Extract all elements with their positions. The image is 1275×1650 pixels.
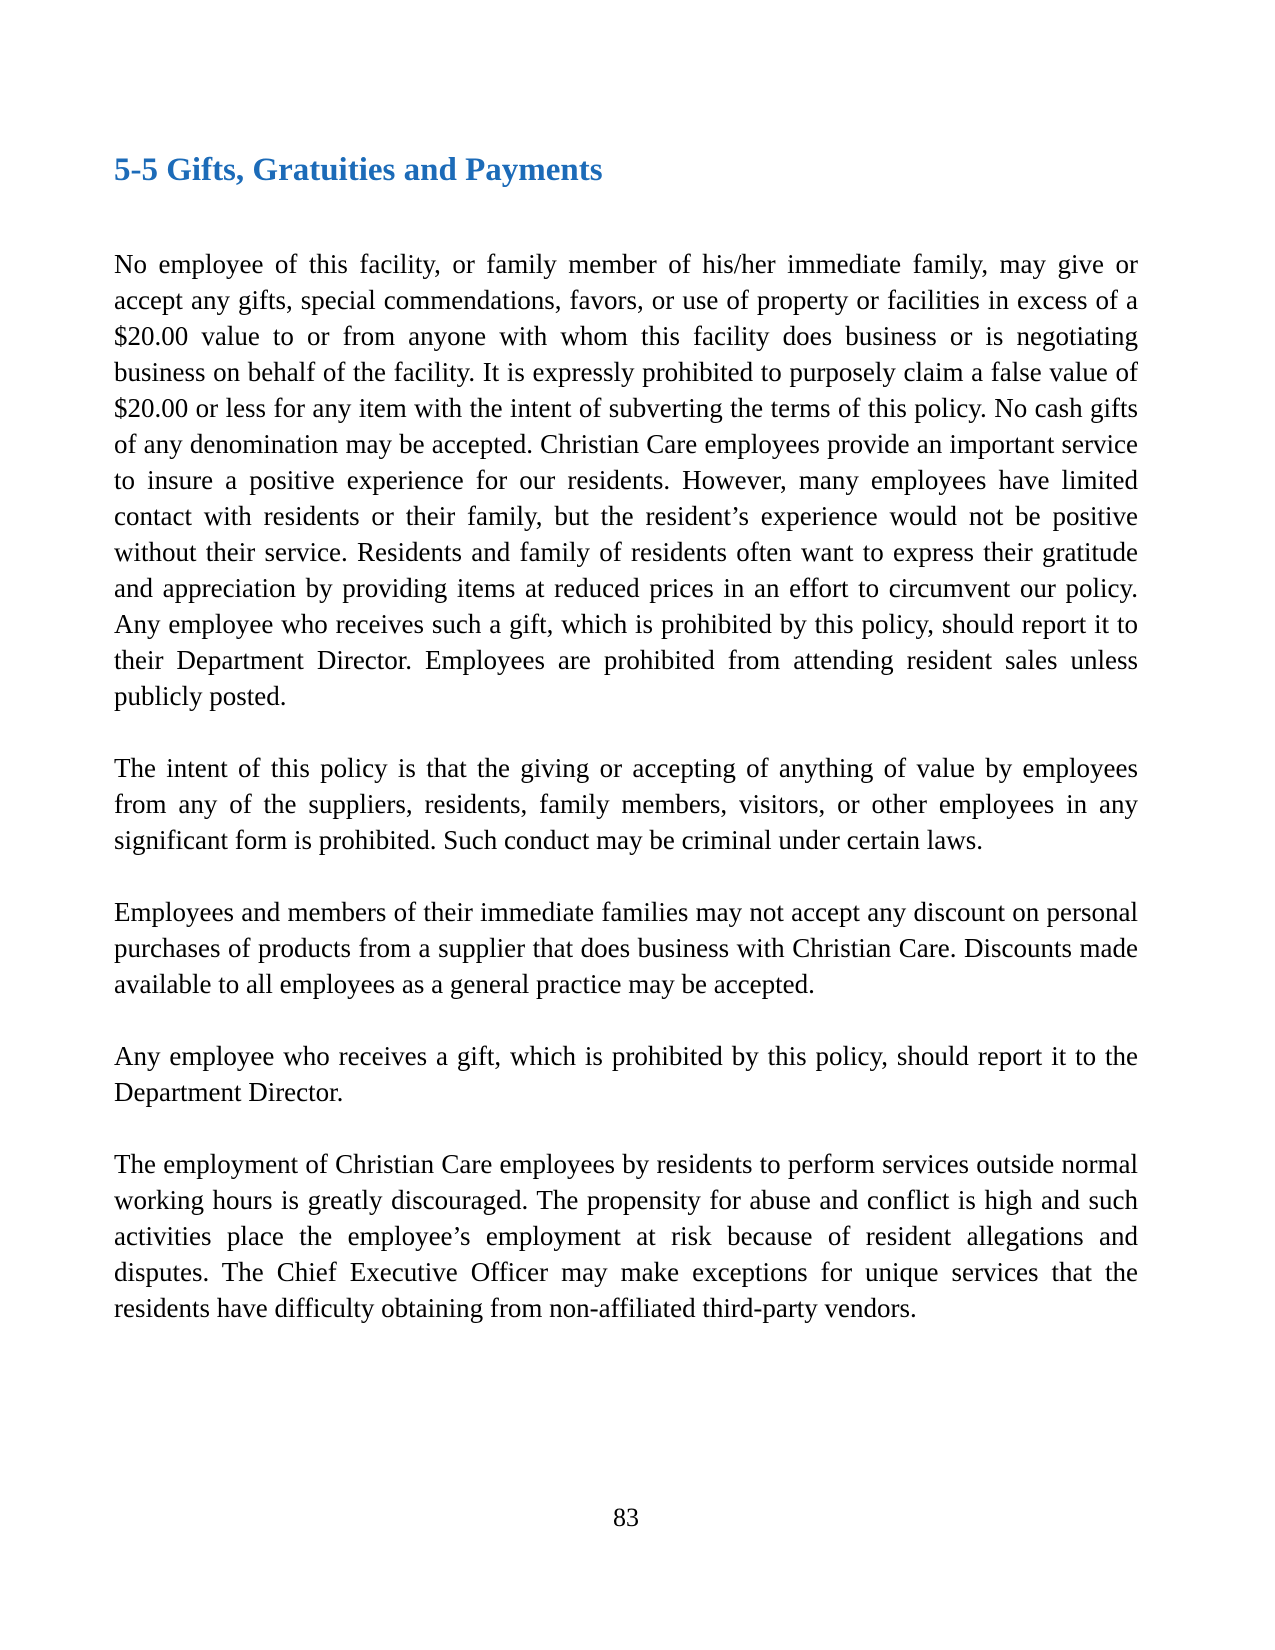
section-heading: 5-5 Gifts, Gratuities and Payments xyxy=(114,152,603,188)
policy-paragraph-2: The intent of this policy is that the giving or accepting of anything of value by employees from any of the suppliers, residents, family members, visitors, or other employees in any significant form is prohibited. Such conduct may be criminal under certain laws. xyxy=(114,752,1138,855)
page-number: 83 xyxy=(613,1503,639,1532)
policy-paragraph-5: The employment of Christian Care employees by residents to perform services outside normal working hours is greatly discouraged. The propensity for abuse and conflict is high and such activities place the employee’s employment at risk because of resident allegations and disputes. The Chief Executive Officer may make exceptions for unique services that the residents have difficulty obtaining from non-affiliated third-party vendors. xyxy=(114,1148,1138,1323)
policy-paragraph-4: Any employee who receives a gift, which is prohibited by this policy, should report it to the Department Director. xyxy=(114,1040,1138,1107)
policy-paragraph-3: Employees and members of their immediate families may not accept any discount on personal purchases of products from a supplier that does business with Christian Care. Discounts made available to all employees as a general practice may be accepted. xyxy=(114,896,1138,999)
policy-body xyxy=(114,246,1138,1326)
policy-paragraph-1: No employee of this facility, or family member of his/her immediate family, may give or accept any gifts, special commendations, favors, or use of property or facilities in excess of a $20.00 value to or from anyone with whom this facility does business or is negotiating business on behalf of the facility. It is expressly prohibited to purposely claim a false value of $20.00 or less for any item with the intent of subverting the terms of this policy. No cash gifts of any denomination may be accepted. Christian Care employees provide an important service to insure a positive experience for our residents. However, many employees have limited contact with residents or their family, but the resident’s experience would not be positive without their service. Residents and family of residents often want to express their gratitude and appreciation by providing items at reduced prices in an effort to circumvent our policy. Any employee who receives such a gift, which is prohibited by this policy, should report it to their Department Director. Employees are prohibited from attending resident sales unless publicly posted. xyxy=(114,248,1138,711)
